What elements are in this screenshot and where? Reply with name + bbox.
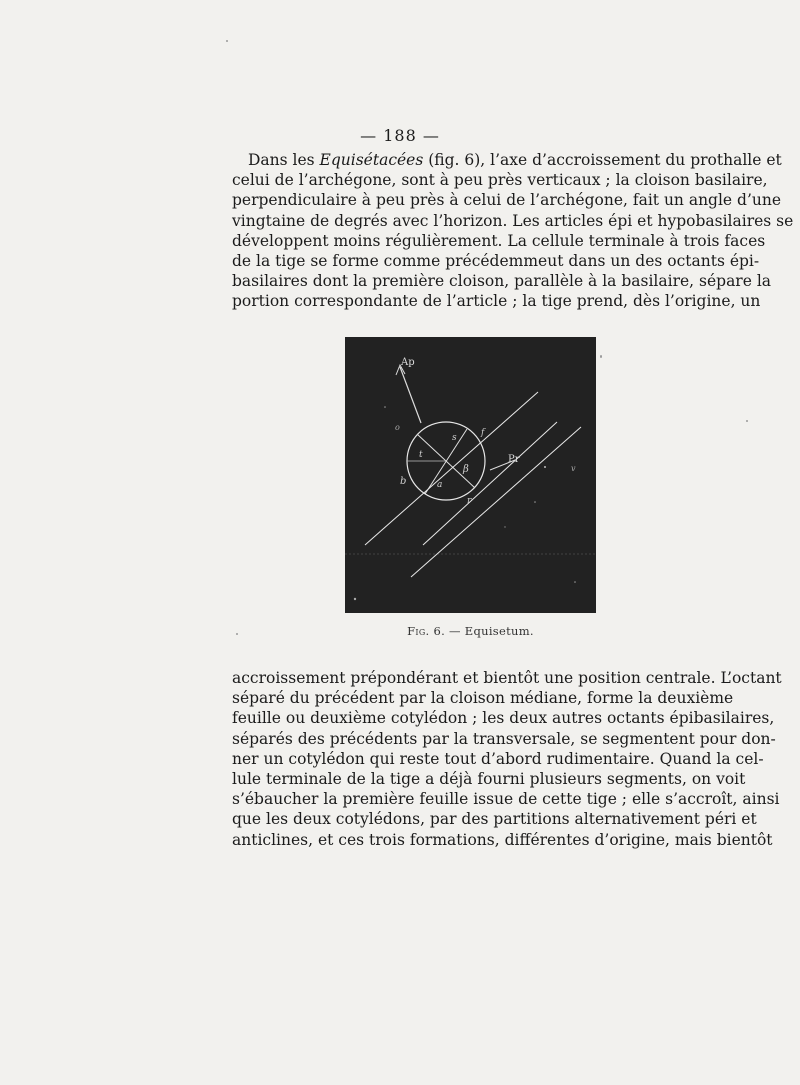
label-ap: Ap	[401, 357, 415, 368]
label-r: r	[467, 496, 472, 506]
label-beta: β	[463, 464, 469, 475]
paper-speck	[226, 40, 228, 42]
page-number: — 188 —	[360, 126, 440, 145]
caption-name: Equisetum.	[464, 624, 534, 638]
figure-equisetum-photomicrograph	[345, 337, 596, 613]
figure-caption	[345, 624, 596, 638]
text-line: portion correspondante de l’article ; la tige prend, dès l’origine, un	[232, 292, 761, 311]
label-a: a	[437, 480, 443, 490]
text-line: anticlines, et ces trois formations, différentes d’origine, mais bientôt	[232, 830, 773, 849]
paragraph-bottom	[232, 668, 782, 850]
label-v: v	[571, 464, 576, 473]
label-pr: Pr	[508, 454, 520, 465]
label-t: t	[419, 450, 423, 460]
label-s: s	[452, 433, 457, 443]
text-line: accroissement prépondérant et bientôt une position centrale. L’octant	[232, 669, 782, 687]
text-line: celui de l’archégone, sont à peu près verticaux ; la cloison basilaire,	[232, 171, 768, 190]
figure-drawing	[345, 337, 596, 613]
text-line: séparé du précédent par la cloison médiane, forme la deuxième	[232, 689, 734, 708]
paper-speck	[746, 420, 748, 422]
text-line: basilaires dont la première cloison, parallèle à la basilaire, sépare la	[232, 272, 772, 291]
label-o: o	[395, 423, 400, 432]
label-b: b	[400, 476, 407, 487]
paper-speck	[600, 355, 602, 358]
text-line: séparés des précédents par la transversale, se segmentent pour don-	[232, 729, 776, 748]
text-line: feuille ou deuxième cotylédon ; les deux autres octants épibasilaires,	[232, 709, 775, 728]
italic-term: Equisétacées	[319, 151, 424, 169]
caption-dash: —	[445, 624, 465, 638]
label-f: f	[481, 428, 485, 438]
text-line: vingtaine de degrés avec l’horizon. Les articles épi et hypobasilaires se	[232, 211, 794, 230]
paragraph-top	[232, 150, 794, 312]
text-line: de la tige se forme comme précédemmeut dans un des octants épi-	[232, 251, 760, 270]
text-line: que les deux cotylédons, par des partitions alternativement péri et	[232, 810, 757, 829]
text-line: Dans les Equisétacées (fig. 6), l’axe d’accroissement du prothalle et	[248, 151, 782, 169]
text-line: développent moins régulièrement. La cellule terminale à trois faces	[232, 231, 766, 250]
text-line: lule terminale de la tige a déjà fourni plusieurs segments, on voit	[232, 769, 746, 788]
text-line: s’ébaucher la première feuille issue de cette tige ; elle s’accroît, ainsi	[232, 790, 780, 809]
caption-fig-number: Fig. 6.	[407, 624, 446, 638]
paper-speck	[236, 633, 238, 635]
text-line: ner un cotylédon qui reste tout d’abord rudimentaire. Quand la cel-	[232, 749, 764, 768]
text-line: perpendiculaire à peu près à celui de l’archégone, fait un angle d’une	[232, 191, 782, 210]
